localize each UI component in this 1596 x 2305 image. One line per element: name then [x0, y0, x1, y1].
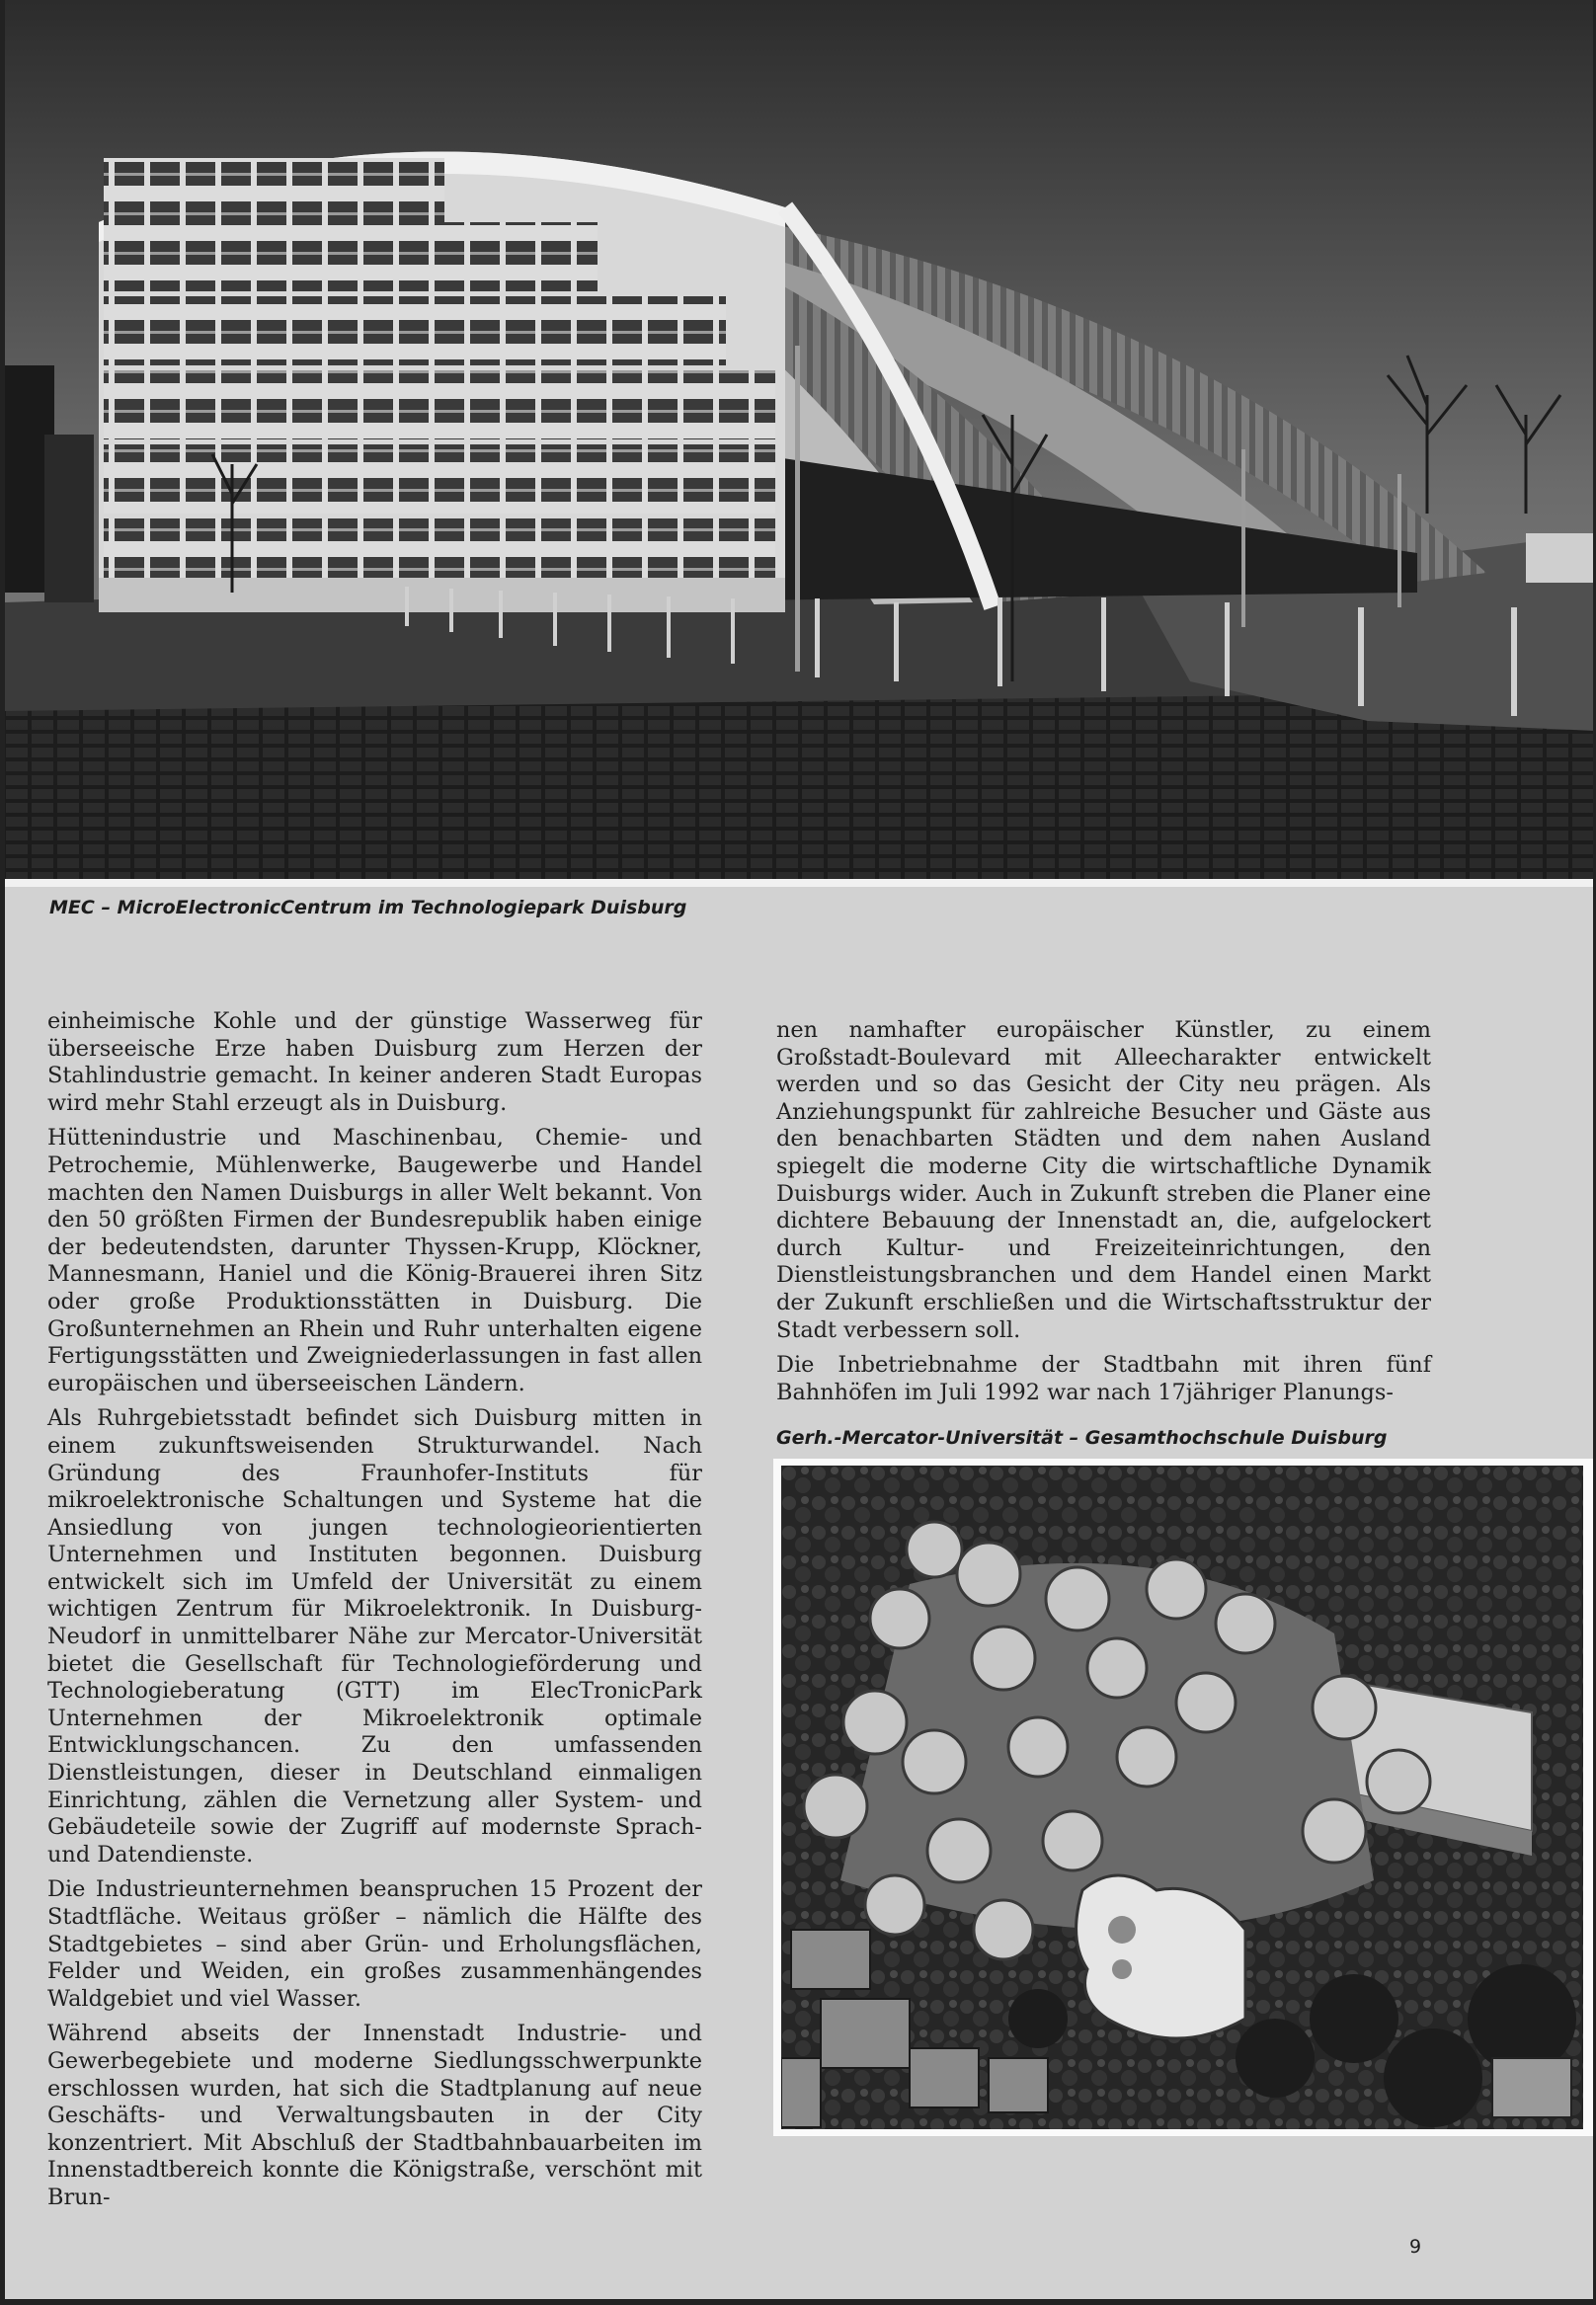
paragraph: einheimische Kohle und der günstige Wasserweg für überseeische Erze haben Duisburg zum Herzen der Stahlindustrie gemacht. In keiner anderen Stadt Europas wird mehr Stahl erzeugt als in Duisburg.	[47, 1008, 702, 1116]
paragraph: Hüttenindustrie und Maschinenbau, Chemie- und Petrochemie, Mühlenwerke, Baugewerbe und Handel machten den Namen Duisburgs in aller Welt bekannt. Von den 50 größten Firmen der Bundesrepublik haben einige der bedeutendsten, darunter Thyssen-Krupp, Klöckner, Mannesmann, Haniel und die König-Brauerei ihren Sitz oder große Produktionsstätten in Duisburg. Die Großunternehmen an Rhein und Ruhr unterhalten eigene Fertigungsstätten und Zweigniederlassungen in fast allen europäischen und überseeischen Ländern.	[47, 1125, 702, 1396]
university-aerial-photo	[773, 1459, 1593, 2136]
aerial-photo-caption: Gerh.-Mercator-Universität – Gesamthochschule Duisburg	[776, 1427, 1388, 1449]
right-text-column	[776, 1017, 1431, 1414]
paragraph: Die Inbetriebnahme der Stadtbahn mit ihren fünf Bahnhöfen im Juli 1992 war nach 17jähriger Planungs-	[776, 1352, 1431, 1405]
paragraph: Die Industrieunternehmen beanspruchen 15 Prozent der Stadtfläche. Weitaus größer – nämlich die Hälfte des Stadtgebietes – sind aber Grün- und Erholungsflächen, Felder und Weiden, ein großes zusammenhängendes Waldgebiet und viel Wasser.	[47, 1876, 702, 2012]
mec-building-photo	[5, 0, 1596, 879]
paragraph: Während abseits der Innenstadt Industrie- und Gewerbegebiete und moderne Siedlungsschwerpunkte erschlossen wurden, hat sich die Stadtplanung auf neue Geschäfts- und Verwaltungsbauten in der City konzentriert. Mit Abschluß der Stadtbahnbauarbeiten im Innenstadtbereich konnte die Königstraße, verschönt mit Brun-	[47, 2021, 702, 2210]
photo-divider-rule	[5, 879, 1596, 887]
paragraph: nen namhafter europäischer Künstler, zu einem Großstadt-Boulevard mit Alleecharakter entwickelt werden und so das Gesicht der City neu prägen. Als Anziehungspunkt für zahlreiche Besucher und Gäste aus den benachbarten Städten und dem nahen Ausland spiegelt die moderne City die wirtschaftliche Dynamik Duisburgs wider. Auch in Zukunft streben die Planer eine dichtere Bebauung der Innenstadt an, die, aufgelockert durch Kultur- und Freizeiteinrichtungen, den Dienstleistungsbranchen und dem Handel einen Markt der Zukunft erschließen und die Wirtschaftsstruktur der Stadt verbessern soll.	[776, 1017, 1431, 1343]
page-number: 9	[1409, 2236, 1422, 2258]
left-text-column	[47, 1008, 702, 2220]
top-photo-caption: MEC – MicroElectronicCentrum im Technologiepark Duisburg	[49, 897, 687, 918]
paragraph: Als Ruhrgebietsstadt befindet sich Duisburg mitten in einem zukunftsweisenden Strukturwandel. Nach Gründung des Fraunhofer-Instituts für mikroelektronische Schaltungen und Systeme hat die Ansiedlung von jungen technologieorientierten Unternehmen und Instituten begonnen. Duisburg entwickelt sich im Umfeld der Universität zu einem wichtigen Zentrum für Mikroelektronik. In Duisburg-Neudorf in unmittelbarer Nähe zur Mercator-Universität bietet die Gesellschaft für Technologieförderung und Technologieberatung (GTT) im ElecTronicPark Unternehmen der Mikroelektronik optimale Entwicklungschancen. Zu den umfassenden Dienstleistungen, dieser in Deutschland einmaligen Einrichtung, zählen die Vernetzung aller System- und Gebäudeteile sowie der Zugriff auf modernste Sprach- und Datendienste.	[47, 1405, 702, 1868]
scan-edge-bottom	[0, 2299, 1596, 2305]
